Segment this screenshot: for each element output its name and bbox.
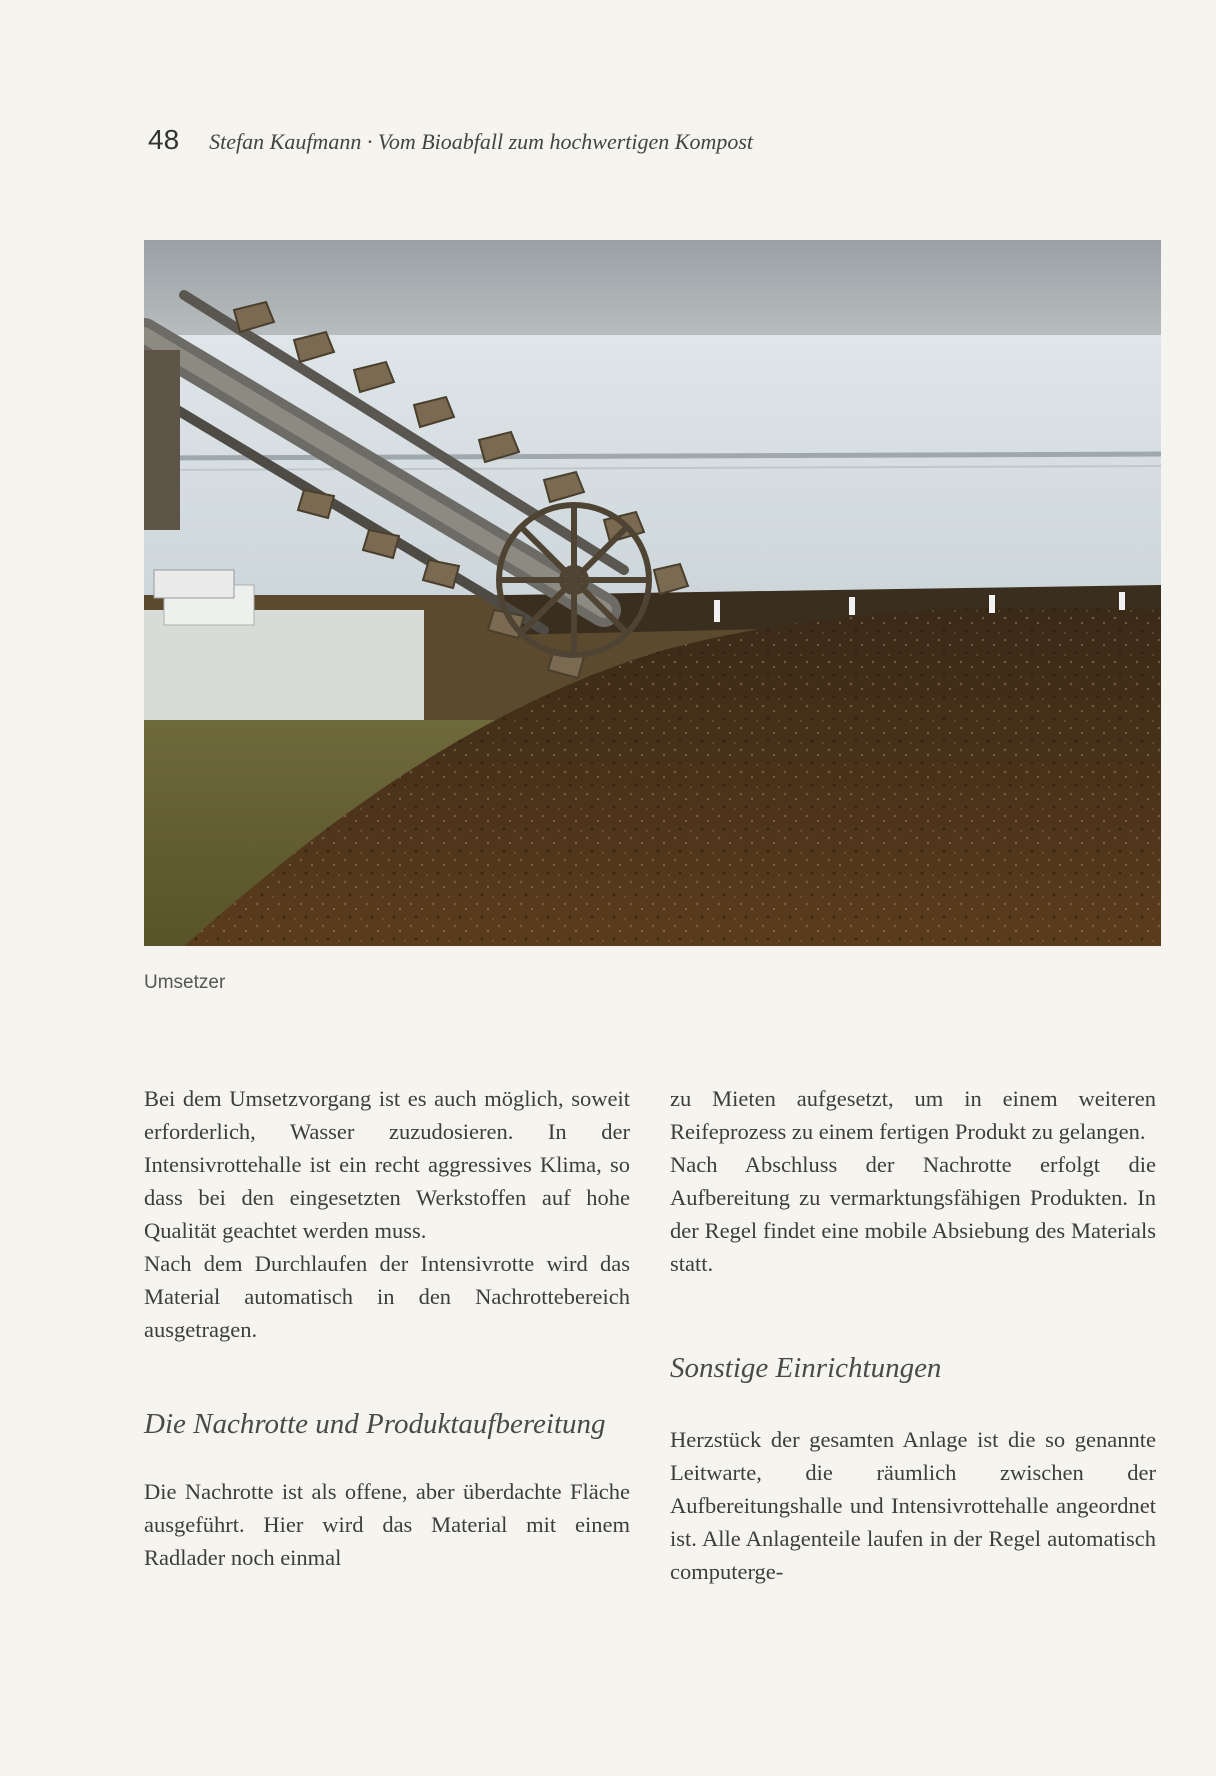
running-head: Stefan Kaufmann · Vom Bioabfall zum hochwertigen Kompost [209, 129, 754, 154]
paragraph: Herzstück der gesamten Anlage ist die so genannte Leitwarte, die räumlich zwischen der Aufbereitungshalle und Intensivrottehalle angeordnet ist. Alle Anlagenteile laufen in der Regel automatisch computerge- [670, 1427, 1156, 1584]
paragraph: Die Nachrotte ist als offene, aber überdachte Fläche ausgeführt. Hier wird das Material mit einem Radlader noch einmal [144, 1479, 630, 1570]
paragraph: Nach Abschluss der Nachrotte erfolgt die Aufbereitung zu vermarktungsfähigen Produkten. In der Regel findet eine mobile Absiebung des Materials statt. [670, 1152, 1156, 1276]
section-heading: Sonstige Einrichtungen [670, 1352, 942, 1384]
page-header [148, 124, 753, 164]
section-heading: Die Nachrotte und Produktaufbereitung [144, 1408, 606, 1440]
paragraph: Nach dem Durchlaufen der Intensivrotte wird das Material automatisch in den Nachrottebereich ausgetragen. [144, 1251, 630, 1342]
compost-turner-photo [144, 240, 1161, 946]
paragraph: Bei dem Umsetzvorgang ist es auch möglich, soweit erforderlich, Wasser zuzudosieren. In der Intensivrottehalle ist ein recht aggressives Klima, so dass bei den eingesetzten Werkstoffen auf hohe Qualität geachtet werden muss. [144, 1086, 630, 1243]
left-column [144, 1082, 630, 1574]
right-column [670, 1082, 1156, 1588]
paragraph: zu Mieten aufgesetzt, um in einem weiteren Reifeprozess zu einem fertigen Produkt zu gelangen. [670, 1086, 1156, 1144]
figure-caption: Umsetzer [144, 972, 226, 993]
page-number: 48 [148, 124, 180, 155]
